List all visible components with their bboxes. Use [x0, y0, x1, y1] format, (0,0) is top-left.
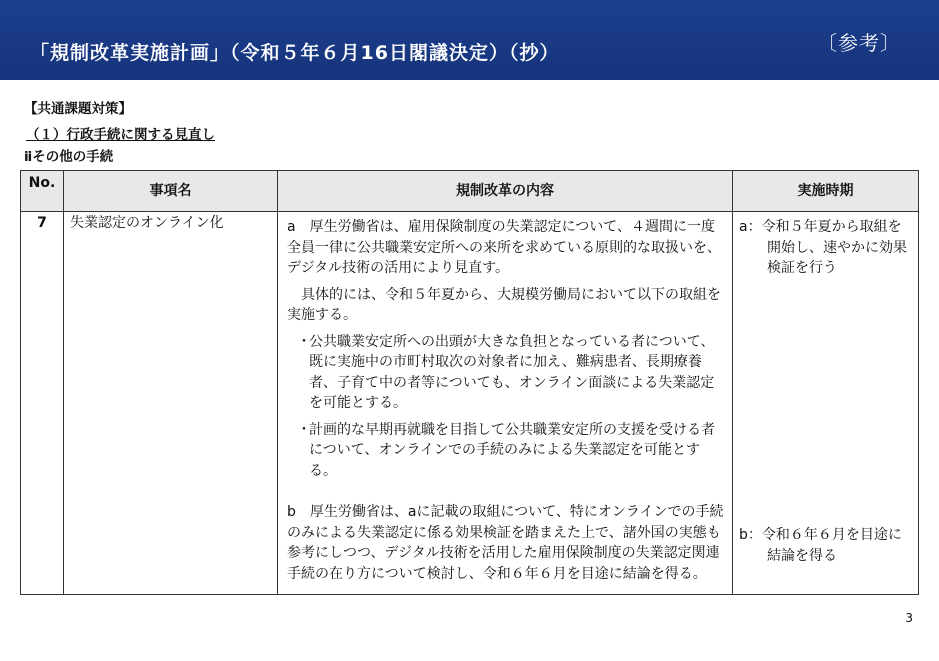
content-b-lead: b 厚生労働省は、aに記載の取組について、特にオンラインでの手続のみによる失業認定に係る効果検証を踏まえた上で、諸外国の実態も参考にしつつ、デジタル技術を活用した雇用保険制度の失業認定関連手続の在り方について検討し、令和６年６月を目途に結論を得る。 [287, 504, 724, 582]
reference-tag: 〔参考〕 [817, 31, 901, 55]
column-header-content: 規制改革の内容 [278, 171, 733, 212]
reform-plan-table [20, 170, 919, 595]
page-title: 「規制改革実施計画」（令和５年６月16日閣議決定）（抄） [30, 42, 560, 64]
category-heading: 【共通課題対策】 [24, 101, 132, 117]
content-a-lead: a 厚生労働省は、雇用保険制度の失業認定について、４週間に一度全員一律に公共職業安定所への来所を求めている原則的な取扱いを、デジタル技術の活用により見直す。 [287, 219, 721, 276]
bullet-text: 公共職業安定所への出頭が大きな負担となっている者について、既に実施中の市町村取次の対象者に加え、難病患者、長期療養者、子育て中の者等についても、オンライン面談による失業認定を可能とする。 [309, 333, 715, 411]
column-header-timing: 実施時期 [733, 171, 919, 212]
bullet-mark: ・ [297, 333, 311, 350]
content-bullet-1 [287, 332, 726, 414]
implementation-timing [733, 212, 919, 595]
reform-content [278, 212, 733, 595]
timing-b: b：令和６年６月を目途に結論を得る [739, 527, 902, 564]
bullet-text: 計画的な早期再就職を目指して公共職業安定所の支援を受ける者について、オンラインでの手続のみによる失業認定を可能とする。 [309, 421, 715, 479]
table-header-row [21, 171, 919, 212]
content-a-detail: 具体的には、令和５年夏から、大規模労働局において以下の取組を実施する。 [287, 286, 721, 323]
page-number: 3 [905, 611, 913, 625]
subheading: ⅱその他の手続 [24, 149, 114, 165]
table-row [21, 212, 919, 595]
timing-a: a：令和５年夏から取組を開始し、速やかに効果検証を行う [739, 219, 907, 276]
bullet-mark: ・ [297, 421, 311, 438]
row-number: 7 [21, 212, 64, 595]
content-bullet-2 [287, 420, 726, 482]
subsection-heading: （１）行政手続に関する見直し [26, 127, 215, 143]
item-name: 失業認定のオンライン化 [64, 212, 278, 595]
title-banner [0, 0, 939, 80]
column-header-no: No. [21, 171, 64, 212]
column-header-item: 事項名 [64, 171, 278, 212]
